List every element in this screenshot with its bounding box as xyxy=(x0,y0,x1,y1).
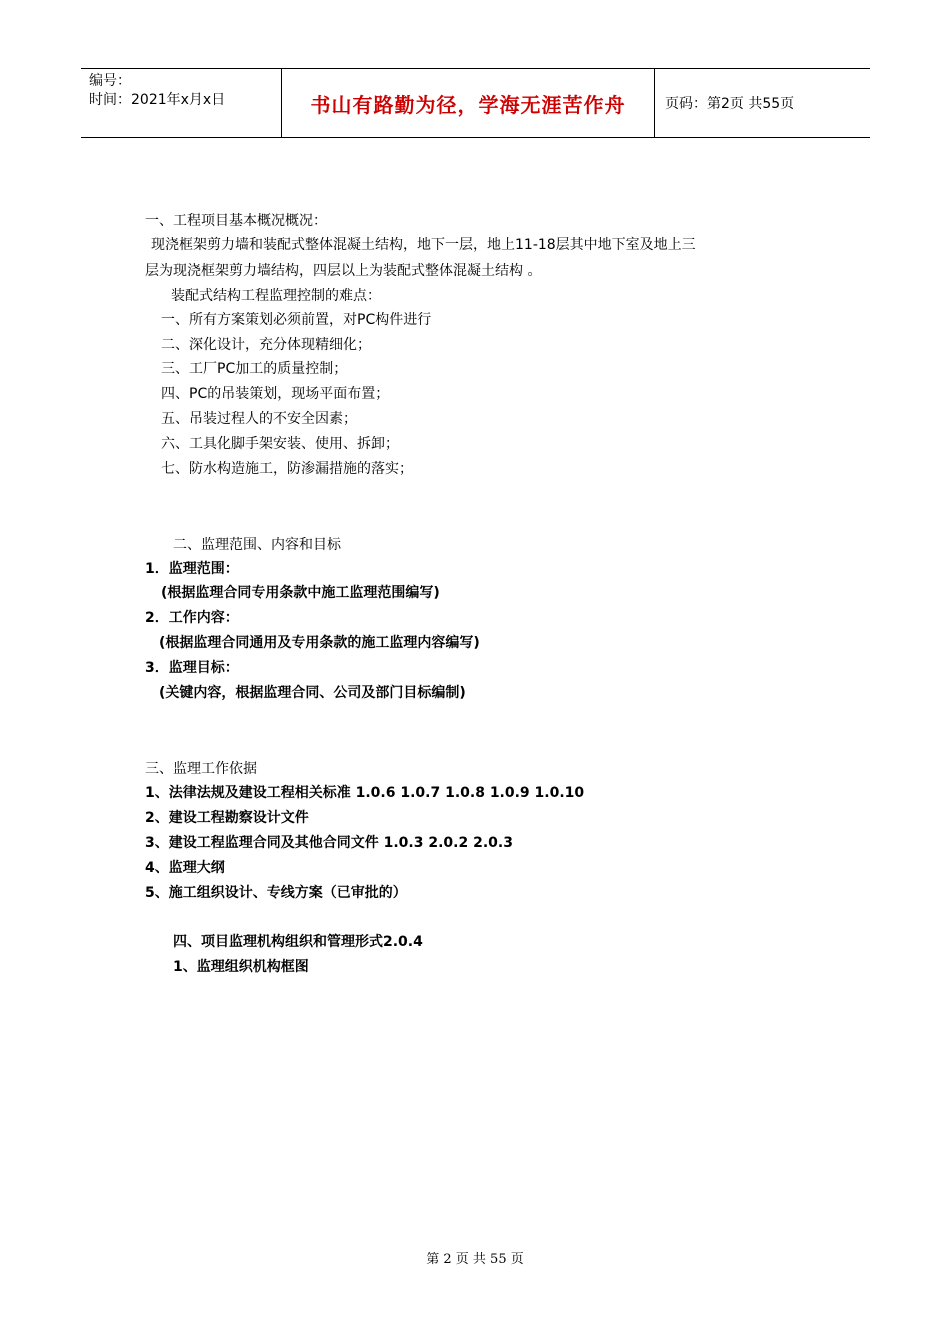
difficulty-item-7: 七、防水构造施工，防渗漏措施的落实； xyxy=(161,461,413,477)
content-note: (根据监理合同通用及专用条款的施工监理内容编写) xyxy=(159,635,480,651)
basis-item-4: 4、监理大纲 xyxy=(145,860,225,876)
goal-note: (关键内容，根据监理合同、公司及部门目标编制) xyxy=(159,685,466,701)
time-label: 时间：2021年x月x日 xyxy=(89,92,226,108)
section4-title: 四、项目监理机构组织和管理形式2.0.4 xyxy=(173,934,423,950)
header-meta xyxy=(81,69,282,137)
difficulty-item-2: 二、深化设计，充分体现精细化； xyxy=(161,337,371,353)
difficulty-item-5: 五、吊装过程人的不安全因素； xyxy=(161,411,357,427)
goal-label: 3．监理目标： xyxy=(145,660,239,676)
scope-note: (根据监理合同专用条款中施工监理范围编写) xyxy=(161,585,440,601)
difficulty-title: 装配式结构工程监理控制的难点： xyxy=(171,288,381,304)
section1-title: 一、工程项目基本概况概况： xyxy=(145,213,327,229)
section3-title: 三、监理工作依据 xyxy=(145,761,257,777)
page-header xyxy=(81,68,870,138)
page-footer: 第 2 页 共 55 页 xyxy=(426,1252,524,1267)
number-label: 编号： xyxy=(89,73,131,89)
difficulty-item-3: 三、工厂PC加工的质量控制； xyxy=(161,361,348,377)
content-label: 2．工作内容： xyxy=(145,610,239,626)
basis-item-1: 1、法律法规及建设工程相关标准 1.0.6 1.0.7 1.0.8 1.0.9 1.0.10 xyxy=(145,785,585,801)
header-page-info: 页码：第2页 共55页 xyxy=(665,96,795,112)
basis-item-2: 2、建设工程勘察设计文件 xyxy=(145,810,309,826)
difficulty-item-6: 六、工具化脚手架安装、使用、拆卸； xyxy=(161,436,399,452)
difficulty-item-4: 四、PC的吊装策划，现场平面布置； xyxy=(161,386,390,402)
header-motto: 书山有路勤为径，学海无涯苦作舟 xyxy=(282,69,655,137)
section4-sub1: 1、监理组织机构框图 xyxy=(173,959,309,975)
basis-item-3: 3、建设工程监理合同及其他合同文件 1.0.3 2.0.2 2.0.3 xyxy=(145,835,513,851)
section1-para-line2: 层为现浇框架剪力墙结构，四层以上为装配式整体混凝土结构 。 xyxy=(145,263,542,279)
difficulty-item-1: 一、所有方案策划必须前置，对PC构件进行 xyxy=(161,312,432,328)
section2-title: 二、监理范围、内容和目标 xyxy=(173,537,341,553)
scope-label: 1．监理范围： xyxy=(145,561,239,577)
basis-item-5: 5、施工组织设计、专线方案（已审批的） xyxy=(145,885,407,901)
section1-para-line1: 现浇框架剪力墙和装配式整体混凝土结构，地下一层，地上11-18层其中地下室及地上三 xyxy=(151,237,696,253)
